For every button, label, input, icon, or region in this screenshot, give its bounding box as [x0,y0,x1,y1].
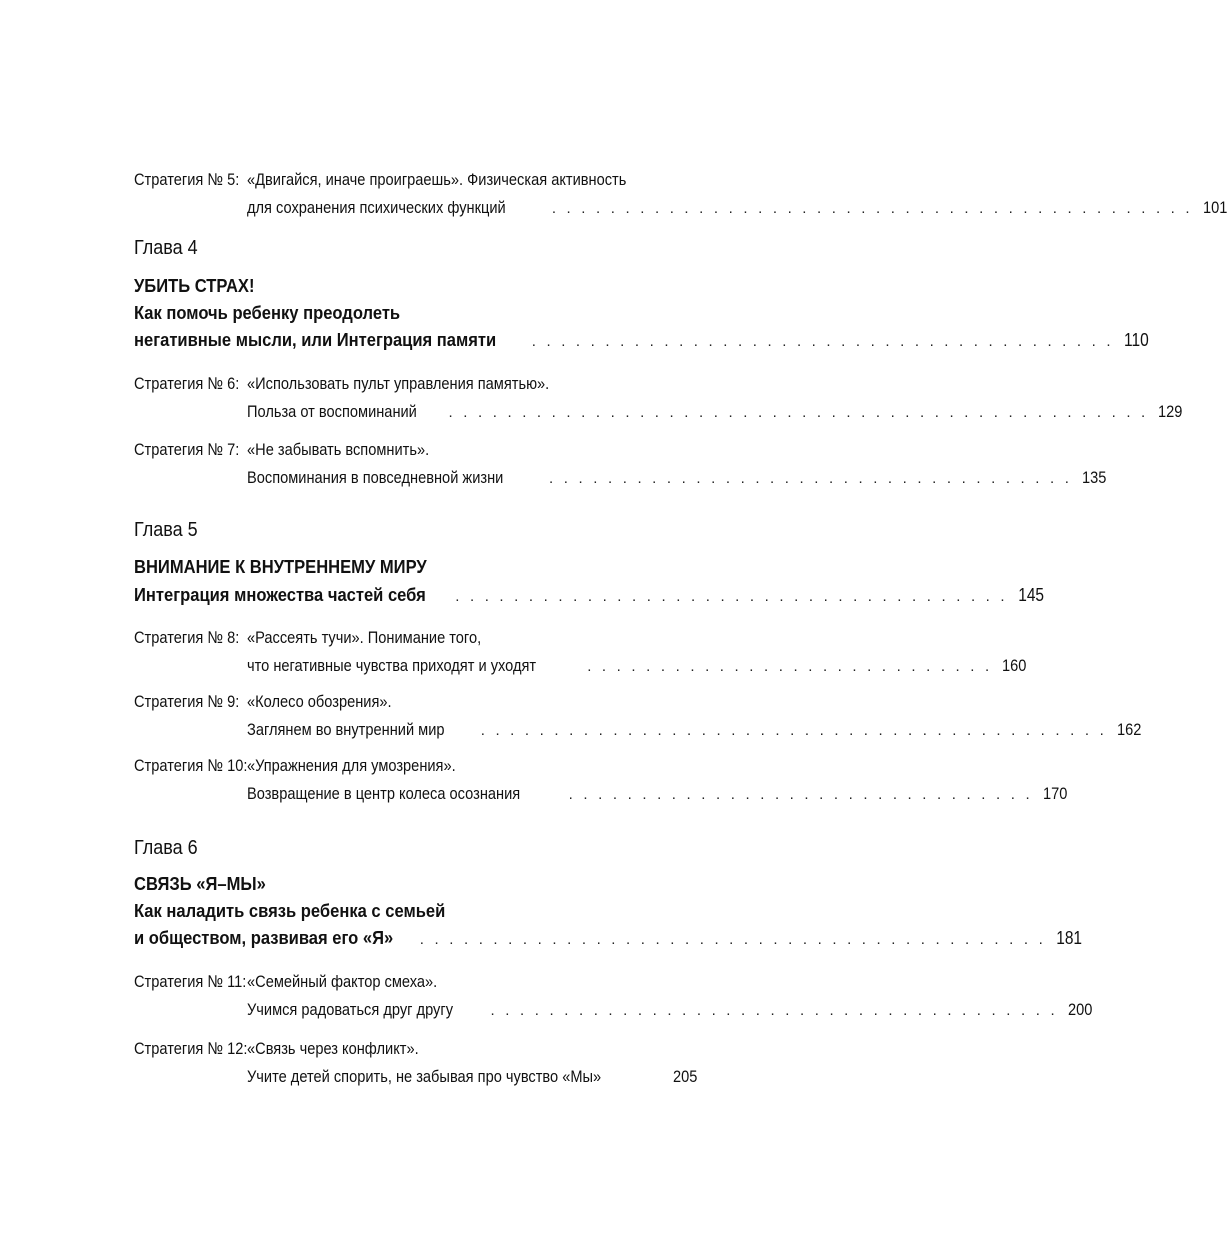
strategy-10-line2[interactable]: Возвращение в центр колеса осознания . . . . . . . . . . . . . . . . . . . . . . . . . . . . . . . . 170 [247,784,1068,803]
dot-leader: . . . . . . . . . . . . . . . . . . . . . . . . . . . . . . . . . . . . . . . . . . . . [551,200,1193,217]
dot-leader: . . . . . . . . . . . . . . . . . . . . . . . . . . . . . . . . . . . . . . . . . . . . . . . . [448,404,1149,421]
dot-leader: . . . . . . . . . . . . . . . . . . . . . . . . . . . . . . . . . . . . . . . . . . . [419,931,1046,948]
page-number: 162 [1116,720,1142,739]
dot-leader: . . . . . . . . . . . . . . . . . . . . . . . . . . . . . . . . . . . . . . . . . . . [480,722,1107,739]
chapter-6-title[interactable]: СВЯЗЬ «Я–МЫ» [134,874,266,894]
strategy-5-entry[interactable] [134,170,687,190]
strategy-6-line2[interactable]: Польза от воспоминаний . . . . . . . . . . . . . . . . . . . . . . . . . . . . . . . . . . . . . . . . . . . . . . . . 129 [247,402,1183,421]
chapter-6-heading: Глава 6 [134,837,198,859]
strategy-11-line2[interactable]: Учимся радоваться друг другу . . . . . . . . . . . . . . . . . . . . . . . . . . . . . . . . . . . . . . . 200 [247,1000,1093,1019]
strategy-title-line1: «Семейный фактор смеха». [247,972,438,991]
dot-leader: . . . . . . . . . . . . . . . . . . . . . . . . . . . . . . . . [568,786,1033,803]
strategy-10-entry[interactable] [134,756,687,776]
strategy-label: Стратегия № 9: [134,692,240,711]
strategy-label: Стратегия № 8: [134,628,240,647]
strategy-7-entry[interactable] [134,440,687,460]
strategy-12-line2[interactable]: Учите детей спорить, не забывая про чувство «Мы» 205 [247,1067,698,1086]
page-number: 101 [1202,198,1227,217]
strategy-title-line1: «Не забывать вспомнить». [247,440,430,459]
chapter-6-subtitle-line2[interactable]: и обществом, развивая его «Я» . . . . . . . . . . . . . . . . . . . . . . . . . . . . . . . . . . . . . . . . . . . 181 [134,928,1083,948]
chapter-4-subtitle-line1: Как помочь ребенку преодолеть [134,303,401,323]
strategy-8-line2[interactable]: что негативные чувства приходят и уходят . . . . . . . . . . . . . . . . . . . . . . . . . . . . 160 [247,656,1027,675]
chapter-5-title[interactable]: ВНИМАНИЕ К ВНУТРЕННЕМУ МИРУ [134,557,427,577]
dot-leader: . . . . . . . . . . . . . . . . . . . . . . . . . . . . . . . . . . . . . . . . [531,333,1114,350]
strategy-title-line1: «Связь через конфликт». [247,1039,419,1058]
chapter-4-title[interactable] [134,276,687,296]
strategy-label: Стратегия № 5: [134,170,240,189]
chapter-title: УБИТЬ СТРАХ! [134,276,255,296]
strategy-title-line1: «Рассеять тучи». Понимание того, [247,628,482,647]
strategy-label: Стратегия № 10: [134,756,248,775]
strategy-title-line1: «Двигайся, иначе проиграешь». Физическая активность [247,170,627,189]
chapter-5-subtitle[interactable]: Интеграция множества частей себя . . . . . . . . . . . . . . . . . . . . . . . . . . . . . . . . . . . . . . 145 [134,585,1044,605]
chapter-4-subtitle-line2[interactable]: негативные мысли, или Интеграция памяти . . . . . . . . . . . . . . . . . . . . . . . . . . . . . . . . . . . . . . . . 110 [134,330,1149,350]
strategy-11-entry[interactable] [134,972,687,992]
strategy-6-entry[interactable] [134,374,687,394]
page-number: 181 [1056,928,1083,948]
chapter-5-heading: Глава 5 [134,519,198,541]
page-number: 205 [672,1067,698,1086]
strategy-5-line2[interactable] [247,198,1227,219]
dot-leader: . . . . . . . . . . . . . . . . . . . . . . . . . . . . . . . . . . . . . . [455,588,1008,605]
dot-leader: . . . . . . . . . . . . . . . . . . . . . . . . . . . . . . . . . . . . . . . [490,1002,1058,1019]
page-number: 129 [1158,402,1183,421]
strategy-9-entry[interactable] [134,692,687,712]
page-number: 200 [1067,1000,1093,1019]
strategy-label: Стратегия № 12: [134,1039,248,1058]
strategy-12-entry[interactable] [134,1039,687,1059]
strategy-title-line1: «Упражнения для умозрения». [247,756,456,775]
strategy-title-line2: для сохранения психических функций [247,198,506,217]
strategy-9-line2[interactable]: Заглянем во внутренний мир . . . . . . . . . . . . . . . . . . . . . . . . . . . . . . . . . . . . . . . . . . . 162 [247,720,1142,739]
strategy-7-line2[interactable]: Воспоминания в повседневной жизни . . . . . . . . . . . . . . . . . . . . . . . . . . . . . . . . . . . . 135 [247,468,1107,487]
dot-leader: . . . . . . . . . . . . . . . . . . . . . . . . . . . . . . . . . . . . [549,470,1073,487]
page-number: 110 [1123,330,1149,350]
dot-leader: . . . . . . . . . . . . . . . . . . . . . . . . . . . . [587,658,993,675]
strategy-title-line1: «Использовать пульт управления памятью». [247,374,550,393]
strategy-title-line1: «Колесо обозрения». [247,692,392,711]
page-number: 145 [1017,585,1044,605]
strategy-label: Стратегия № 6: [134,374,240,393]
chapter-4-heading: Глава 4 [134,237,198,259]
chapter-6-subtitle-line1: Как наладить связь ребенка с семьей [134,901,446,921]
strategy-label: Стратегия № 7: [134,440,240,459]
page-number: 170 [1042,784,1068,803]
strategy-label: Стратегия № 11: [134,972,247,991]
page-number: 160 [1002,656,1027,675]
strategy-8-entry[interactable] [134,628,687,648]
page-number: 135 [1082,468,1107,487]
